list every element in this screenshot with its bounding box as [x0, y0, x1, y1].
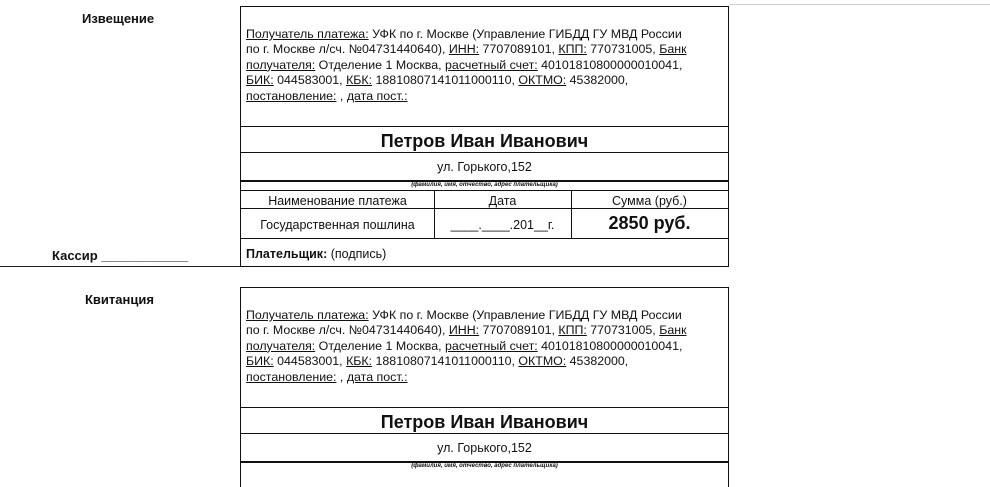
account-key: расчетный счет:: [445, 57, 538, 72]
recipient-key: Получатель платежа:: [246, 308, 369, 322]
oktmo-value: 45382000,: [566, 73, 629, 88]
divider: [241, 126, 728, 127]
kpp-key: КПП:: [558, 323, 587, 338]
kpp-value: 770731005,: [586, 323, 660, 338]
inn-key: ИНН:: [448, 323, 480, 338]
receipt-form: [240, 287, 729, 487]
account-value: 40101810800000010041,: [537, 338, 683, 353]
payment-date: ____.____.201__г.: [450, 218, 555, 232]
account-key: расчетный счет:: [445, 338, 538, 353]
payer-caption: (фамилия, имя, отчество, адрес плательщика): [411, 463, 558, 469]
notice-label: Извещение: [82, 11, 155, 26]
header-sum: Сумма (руб.): [612, 194, 687, 208]
recipient-value: УФК по г. Москве (Управление ГИБДД ГУ МВД России: [368, 27, 682, 41]
inn-value: 7707089101,: [479, 323, 559, 338]
bank-value: Отделение 1 Москва,: [315, 57, 446, 72]
page-edge-line: [730, 4, 990, 5]
bank-key: Банк: [659, 323, 687, 338]
inn-key: ИНН:: [448, 42, 480, 57]
notice-form: [240, 6, 729, 267]
kbk-key: КБК:: [346, 73, 373, 88]
recipient-details: [246, 308, 716, 385]
kbk-key: КБК:: [346, 354, 373, 369]
bik-key: БИК:: [246, 354, 274, 369]
bank-key-2: получателя:: [246, 57, 316, 72]
kbk-value: 18810807141011000110,: [372, 354, 519, 369]
bank-key-2: получателя:: [246, 338, 316, 353]
oktmo-value: 45382000,: [566, 354, 629, 369]
recipient-key: Получатель платежа:: [246, 27, 369, 41]
divider: [241, 152, 728, 153]
recipient-details: [246, 27, 716, 104]
payer-signature: [246, 247, 386, 261]
divider: [241, 208, 728, 209]
signature-hint: (подпись): [327, 247, 387, 261]
kpp-value: 770731005,: [586, 42, 660, 57]
decree-date-key: дата пост.:: [346, 369, 408, 384]
payer-address: ул. Горького,152: [437, 160, 532, 174]
inn-value: 7707089101,: [479, 42, 559, 57]
payment-item: Государственная пошлина: [260, 218, 415, 232]
payment-sum: 2850 руб.: [608, 213, 691, 233]
header-date: Дата: [488, 194, 517, 208]
payer-name: Петров Иван Иванович: [380, 412, 589, 432]
payer-signature-label: Плательщик:: [246, 247, 328, 261]
decree-sep: ,: [336, 88, 347, 103]
bik-value: 044583001,: [273, 73, 347, 88]
header-payment-name: Наименование платежа: [268, 194, 407, 208]
payer-name: Петров Иван Иванович: [380, 131, 589, 151]
decree-key: постановление:: [246, 88, 337, 103]
account-text: по г. Москве л/сч. №04731440640),: [246, 42, 449, 57]
bik-key: БИК:: [246, 73, 274, 88]
decree-date-key: дата пост.:: [346, 88, 408, 103]
decree-sep: ,: [336, 369, 347, 384]
account-value: 40101810800000010041,: [537, 57, 683, 72]
payer-address: ул. Горького,152: [437, 441, 532, 455]
kbk-value: 18810807141011000110,: [372, 73, 519, 88]
divider: [241, 433, 728, 434]
recipient-value: УФК по г. Москве (Управление ГИБДД ГУ МВД России: [368, 308, 682, 322]
oktmo-key: ОКТМО:: [518, 354, 567, 369]
divider: [241, 190, 728, 191]
account-text: по г. Москве л/сч. №04731440640),: [246, 323, 449, 338]
receipt-label: Квитанция: [85, 292, 154, 307]
oktmo-key: ОКТМО:: [518, 73, 567, 88]
bank-value: Отделение 1 Москва,: [315, 338, 446, 353]
bank-key: Банк: [659, 42, 687, 57]
divider: [241, 238, 728, 239]
cut-line: [0, 266, 240, 267]
payer-caption: (фамилия, имя, отчество, адрес плательщика): [411, 182, 558, 188]
cashier-label: Кассир ____________: [52, 248, 189, 263]
divider: [241, 407, 728, 408]
decree-key: постановление:: [246, 369, 337, 384]
kpp-key: КПП:: [558, 42, 587, 57]
bik-value: 044583001,: [273, 354, 347, 369]
